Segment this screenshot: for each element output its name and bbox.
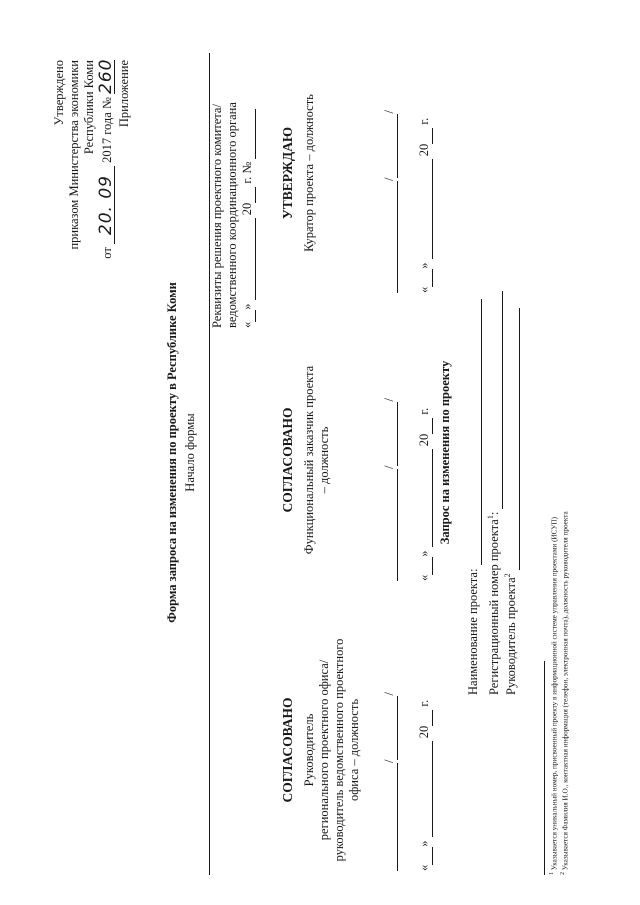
column-3-quote-open: «: [417, 286, 431, 293]
approval-date-handwritten: 20. 09: [98, 166, 115, 244]
column-3-quote-close: »: [417, 262, 431, 269]
approval-line-2: приказом Министерства экономики: [67, 60, 81, 250]
column-2-heading: СОГЛАСОВАНО: [280, 407, 295, 513]
column-2-year-prefix: 20: [417, 433, 431, 447]
column-1-sign-separator: /: [382, 759, 396, 763]
column-3-sign-separator: /: [382, 177, 396, 181]
project-name-field[interactable]: [466, 275, 483, 695]
committee-line-1: Реквизиты решения проектного комитета/: [210, 104, 224, 328]
committee-day-blank: [240, 310, 256, 322]
column-2-signature-line: [382, 336, 398, 581]
column-3-role: [302, 53, 317, 293]
column-2-role-line: – должность: [317, 426, 331, 494]
project-manager-label: Руководитель проекта: [504, 577, 519, 695]
footnote-2: [559, 35, 570, 875]
approval-column-1: [280, 625, 362, 875]
column-3-date-line: [417, 48, 433, 293]
footnote-1-text: Указывается уникальный номер, присвоенный проекту в информационной системе управления проектами (ИСУП): [550, 516, 559, 871]
column-3-sign-separator: /: [382, 110, 396, 114]
column-2-year-suffix: г.: [417, 407, 431, 415]
approval-column-3: [280, 53, 317, 293]
approval-date-prefix: от: [100, 247, 114, 259]
committee-quote-close: »: [240, 303, 254, 310]
form-start-label: Начало формы: [183, 413, 197, 492]
committee-line-2: ведомственного координационного органа: [225, 102, 239, 328]
column-1-sign-separator: /: [382, 692, 396, 696]
column-1-role-line: руководитель ведомственного проектного: [332, 638, 346, 862]
footnote-2-number: 2: [560, 872, 567, 875]
committee-year-prefix: 20: [240, 202, 254, 216]
column-1-quote-close: »: [417, 840, 431, 847]
footnote-1-number: 1: [549, 872, 555, 875]
footnote-1: [548, 35, 559, 875]
column-1-signature-line: [382, 631, 398, 871]
column-1-role-line: офиса – должность: [347, 698, 361, 802]
registration-number-label: Регистрационный номер проекта: [487, 519, 502, 695]
committee-month-blank: [240, 218, 256, 300]
registration-number-field[interactable]: Регистрационный номер проекта$^1$:: [483, 275, 500, 695]
approval-date-line: [97, 60, 117, 345]
approval-line-5: Приложение: [117, 60, 131, 128]
column-1-role-line: регионального проектного офиса/: [317, 659, 331, 841]
column-2-role-line: Функциональный заказчик проекта: [302, 365, 316, 555]
column-1-date-line: [417, 626, 433, 871]
column-1-role-line: Руководитель: [302, 713, 316, 787]
column-2-role: [302, 335, 332, 585]
committee-number-blank: [240, 109, 256, 159]
approval-column-2: [280, 335, 332, 585]
column-2-date-line: [417, 331, 433, 581]
project-name-label: Наименование проекта:: [466, 568, 480, 695]
project-manager-input-line[interactable]: [504, 308, 520, 570]
column-2-quote-close: »: [417, 550, 431, 557]
committee-date-line: [240, 56, 256, 328]
column-1-heading: СОГЛАСОВАНО: [280, 697, 295, 803]
column-1-year-suffix: г.: [417, 699, 431, 707]
approval-block: [52, 60, 132, 345]
column-1-year-prefix: 20: [417, 725, 431, 739]
column-3-year-prefix: 20: [417, 143, 431, 157]
footnote-2-text: Указывается Фамилия И.О., контактная информация (телефон, электронная почта), должность руководителя проекта: [561, 511, 570, 871]
column-3-role-line: Куратор проекта – должность: [302, 94, 316, 252]
column-3-signature-line: [382, 53, 398, 293]
footnote-ref-2: 2: [503, 573, 512, 578]
project-name-input-line[interactable]: [466, 299, 482, 565]
approval-number-handwritten: 260: [96, 58, 116, 94]
committee-number-label: г. №: [240, 161, 254, 184]
project-fields: [466, 275, 517, 695]
footnote-separator: [544, 661, 545, 875]
request-title: Запрос на изменения по проекту: [438, 360, 452, 545]
column-2-quote-open: «: [417, 574, 431, 581]
column-1-role: [302, 625, 362, 875]
column-2-sign-separator: /: [382, 465, 396, 469]
committee-quote-open: «: [240, 321, 254, 328]
approval-line-3: Республики Коми: [82, 60, 96, 155]
approval-line-1: Утверждено: [52, 60, 66, 126]
approval-year-text: 2017 года №: [100, 97, 114, 163]
committee-year-blank: [240, 187, 256, 203]
footnotes: [548, 35, 571, 875]
column-3-year-suffix: г.: [417, 117, 431, 125]
committee-block: [210, 56, 256, 328]
column-2-sign-separator: /: [382, 398, 396, 402]
project-manager-field[interactable]: [500, 275, 517, 695]
column-3-heading: УТВЕРЖДАЮ: [280, 126, 295, 220]
column-1-quote-open: «: [417, 864, 431, 871]
footnote-ref-1: 1: [486, 515, 495, 520]
form-title: Форма запроса на изменения по проекту в Республике Коми: [165, 282, 179, 623]
